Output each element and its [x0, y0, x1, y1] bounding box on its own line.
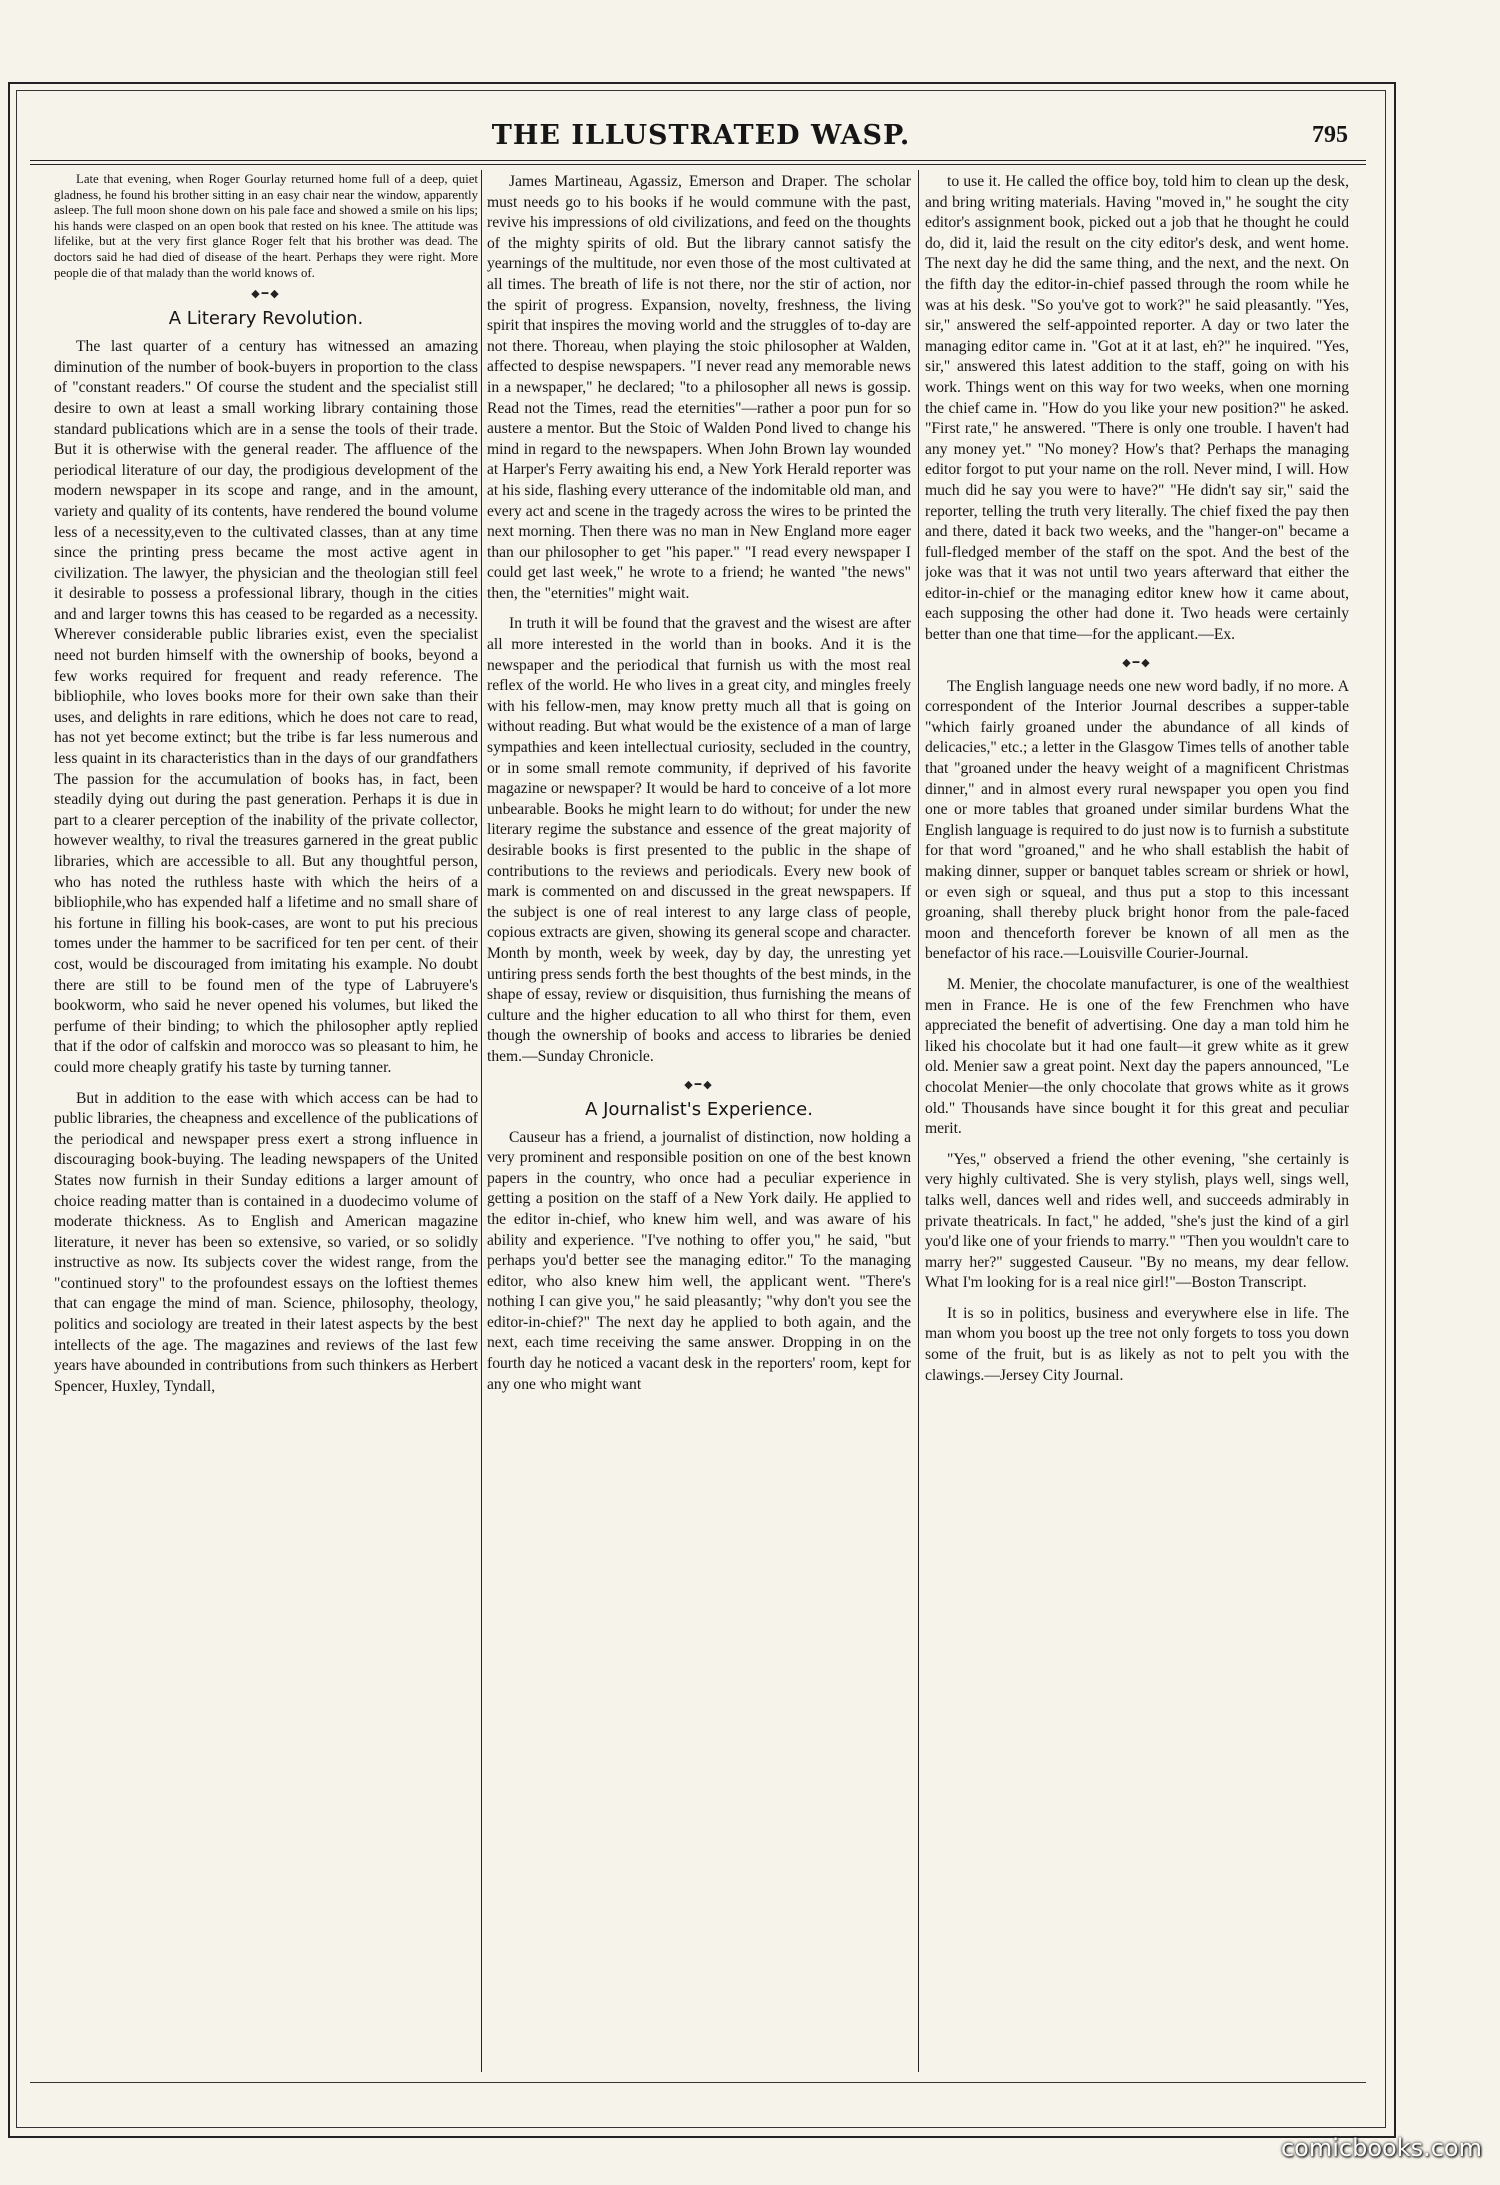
article-paragraph: It is so in politics, business and everywhere else in life. The man whom you boost up the tree not only forgets to toss you down some of the fruit, but is as likely as not to pelt you with the clawings.—Jersey City Journal. — [925, 1304, 1349, 1384]
column-divider — [918, 170, 919, 2072]
article-paragraph: The last quarter of a century has witnessed an amazing diminution of the number of book-buyers in proportion to the class of "constant readers." Of course the student and the specialist still desire to own at least a small working library containing those standard publications which are in a sense the tools of their trade. But it is otherwise with the general reader. The affluence of the periodical literature of our day, the prodigious development of the modern newspaper in its scope and range, and in the amount, variety and quality of its contents, have rendered the bound volume less of a necessity,even to the cultivated classes, than at any time since the printing press became the most active agent in civilization. The lawyer, the physician and the theologian still feel it desirable to possess a professional library, though in the cities and and larger towns this has ceased to be regarded as a necessity. Wherever considerable public libraries exist, even the specialist need not burden himself with the ownership of books, beyond a few works required for frequent and ready reference. The bibliophile, who loves books more for their own sake than their uses, and delights in rare editions, which he does not care to read, has not yet become extinct; but the tribe is far less numerous and less quaint in its characteristics than in the days of our grandfathers The passion for the accumulation of books has, in fact, been steadily dying out during the past generation. Perhaps it is due in part to a clearer perception of the inability of the private collector, however wealthy, to rival the treasures garnered in the great public libraries, which are accessible to all. But any thoughtful person, who has noted the ruthless haste with which the heirs of a bibliophile,who has expended half a lifetime and no small share of his fortune in filling his book-cases, are wont to put his precious tomes under the hammer to be sacrificed for ten per cent. of their cost, would be discouraged from imitating his example. No doubt there are still to be found men of the type of Labruyere's bookworm, who said he never opened his volumes, but liked the perfume of their binding; to which the philosopher aptly replied that if the odor of calfskin and morocco was so pleasant to him, he could more cheaply gratify his taste by turning tanner. — [54, 338, 478, 1076]
ornament-divider: ◆━◆ — [1122, 655, 1152, 669]
story-ending — [54, 172, 478, 281]
article-paragraph: The English language needs one new word badly, if no more. A correspondent of the Interior Journal describes a supper-table "which fairly groaned under the abundance of all kinds of delicacies," etc.; a letter in the Glasgow Times tells of another table that "groaned under the heavy weight of a magnificent Christmas dinner," and in almost every rural newspaper you open you find one or more tables that groaned under similar burdens What the English language is required to do just now is to furnish a substitute for that word "groaned," and he who shall establish the habit of making dinner, supper or banquet tables scream or shriek or howl, or even sigh or squeal, and thus put a stop to this incessant groaning, shall thereby pluck bright honor from the pale-faced moon and thenceforth forever be known of all men as the benefactor of his race.—Louisville Courier-Journal. — [925, 677, 1349, 963]
column-1 — [54, 172, 478, 2072]
column-2 — [487, 172, 911, 2072]
footer-rule — [30, 2082, 1366, 2083]
page-header — [18, 112, 1384, 158]
watermark-logo: comicbooks.com — [1280, 2134, 1482, 2162]
article-paragraph: to use it. He called the office boy, told him to clean up the desk, and bring writing materials. Having "moved in," he sought the city editor's assignment book, picked out a job that he thought he could do, did it, laid the result on the city editor's desk, and went home. The next day he did the same thing, and the next, and the next. On the fifth day the editor-in-chief passed through the room while he was at his desk. "So you've got to work?" he said pleasantly. "Yes, sir," answered the self-appointed reporter. A day or two later the managing editor came in. "Got at it at last, eh?" he inquired. "Yes, sir," answered this latest addition to the staff, going on with his work. Things went on this way for two weeks, when one morning the chief came in. "How do you like your new position?" he asked. "First rate," he answered. "There is only one trouble. I haven't had any money yet." "No money? How's that? Perhaps the managing editor forgot to put your name on the roll. Never mind, I will. How much did he say you were to have?" "He didn't say sir," said the reporter, telling the truth very literally. The chief fixed the pay then and there, dated it back two weeks, and the "hanger-on" became a full-fledged member of the staff on the spot. And the best of the joke was that it was not until two years afterward that either the editor-in-chief or the managing editor knew how it came about, each supposing the other had done it. Two heads were certainly better than one that time—for the applicant.—Ex. — [925, 173, 1349, 644]
article-paragraph: James Martineau, Agassiz, Emerson and Draper. The scholar must needs go to his books if he would commune with the past, revive his impressions of old civilizations, and feed on the thoughts of the mighty spirits of old. But the library cannot satisfy the yearnings of the multitude, nor even those of the most cultivated at all times. The breath of life is not there, nor the stir of action, nor the spirit of progress. Expansion, novelty, freshness, the living spirit that inspires the moving world and the struggles of to-day are not there. Thoreau, when playing the stoic philosopher at Walden, affected to despise newspapers. "I never read any memorable news in a newspaper," he declared; "to a philosopher all news is gossip. Read not the Times, read the eternities"—rather a poor pun for so austere a mentor. But the Stoic of Walden Pond lived to change his mind in regard to the newspapers. When John Brown lay wounded at Harper's Ferry awaiting his end, a New York Herald reporter was at his side, flashing every utterance of the indomitable old man, and every act and scene in the tragedy across the wires to be printed the next morning. Then there was no man in New England more eager than our philosopher to get "his paper." "I read every newspaper I could get last week," he wrote to a friend; he wanted "the news" then, the "eternities" might wait. — [487, 173, 911, 602]
header-rule — [30, 160, 1366, 161]
article-paragraph: But in addition to the ease with which access can be had to public libraries, the cheapness and excellence of the publications of the periodical and newspaper press exert a strong influence in discouraging book-buying. The leading newspapers of the United States now furnish in their Sunday editions a larger amount of choice reading matter than is contained in a duodecimo volume of moderate thickness. As to English and American magazine literature, it never has been so extensive, so varied, or so solidly instructive as now. Its subjects cover the widest range, from the "continued story" to the profoundest essays on the loftiest themes that can engage the mind of man. Science, philosophy, theology, politics and sociology are treated in their latest aspects by the best intellects of the age. The magazines and reviews of the last few years have abounded in contributions from such thinkers as Herbert Spencer, Huxley, Tyndall, — [54, 1089, 478, 1395]
masthead-title: THE ILLUSTRATED WASP. — [491, 120, 911, 151]
article-paragraph: "Yes," observed a friend the other evening, "she certainly is very highly cultivated. She is very stylish, plays well, sings well, talks well, dances well and rides well, and succeeds admirably in private theatricals. In fact," he added, "she's just the kind of a girl you'd like one of your friends to marry." "Then you wouldn't care to marry her?" suggested Causeur. "By no means, my dear fellow. What I'm looking for is a real nice girl!"—Boston Transcript. — [925, 1150, 1349, 1292]
article-paragraph: Causeur has a friend, a journalist of distinction, now holding a very prominent and responsible position on one of the best known papers in the country, who once had a peculiar experience in getting a position on the staff of a New York daily. He applied to the editor in-chief, who knew him well, and was aware of his ability and experience. "I've nothing to offer you," he said, "but perhaps you'd better see the managing editor." To the managing editor, who also knew him well, the applicant went. "There's nothing I can give you," he said pleasantly; "why don't you see the editor-in-chief?" The next day he applied to both again, and the next, each time receiving the same answer. Dropping in on the fourth day he noticed a vacant desk in the reporters' room, kept for any one who might want — [487, 1128, 911, 1393]
article-heading-journalists-experience: A Journalist's Experience. — [585, 1098, 813, 1120]
article-paragraph: M. Menier, the chocolate manufacturer, is one of the wealthiest men in France. He is one of the few Frenchmen who have appreciated the benefit of advertising. One day a man told him he liked his chocolate but it had one fault—it grew white as it grew old. Menier saw a great point. Next day the papers announced, "Le chocolat Menier—the only chocolate that grows white as it grows old." Thousands have since bought it for this great and peculiar merit. — [925, 975, 1349, 1138]
story-ending-text: Late that evening, when Roger Gourlay returned home full of a deep, quiet gladness, he found his brother sitting in an easy chair near the window, apparently asleep. The full moon shone down on his pale face and showed a smile on his lips; his hands were clasped on an open book that rested on his knee. The attitude was lifelike, but at the very first glance Roger felt that his brother was dead. The doctors said he had died of disease of the heart. Perhaps they were right. More people die of that malady than the world knows of. — [54, 172, 478, 280]
article-paragraph: In truth it will be found that the gravest and the wisest are after all more interested in the world than in books. And it is the newspaper and the periodical that furnish us with the most real reflex of the world. He who lives in a great city, and mingles freely with his fellow-men, may know pretty much all that is going on without reading. But what would be the existence of a man of large sympathies and keen intellectual curiosity, secluded in the country, or in some small remote community, if deprived of his favorite magazine or newspaper? It would be hard to conceive of a lot more unbearable. Books he might learn to do without; for under the new literary regime the substance and essence of the great majority of desirable books is first presented to the public in the shape of contributions to the reviews and periodicals. Every new book of mark is commented on and discussed in the great newspapers. If the subject is one of real interest to any large class of people, copious extracts are given, showing its general scope and character. Month by month, week by week, day by day, the unresting yet untiring press sends forth the best thoughts of the best minds, in the shape of essay, review or disquisition, thus furnishing the means of culture and the higher education to all who thirst for them, even though the ownership of books and access to libraries be denied them.—Sunday Chronicle. — [487, 615, 911, 1065]
column-3 — [925, 172, 1349, 2072]
page-number: 795 — [1312, 122, 1348, 148]
column-divider — [481, 170, 482, 2072]
header-rule-second — [30, 164, 1366, 165]
article-heading-literary-revolution: A Literary Revolution. — [168, 308, 364, 330]
ornament-divider: ◆━◆ — [684, 1077, 714, 1091]
ornament-divider: ◆━◆ — [251, 287, 281, 301]
